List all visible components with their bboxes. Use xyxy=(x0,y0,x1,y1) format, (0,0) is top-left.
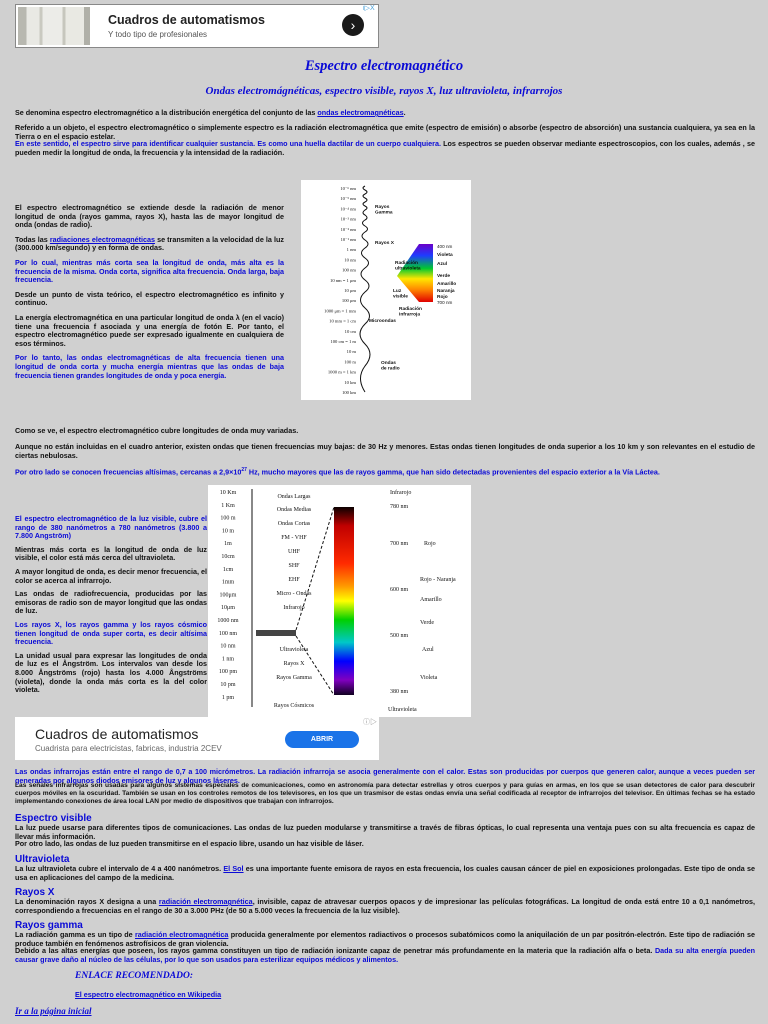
gamma-c: Debido a las altas energías que poseen, los rayos gamma constituyen un tipo de radiación ionizante capaz de penetrar más profundamente en la materia que la radiación alfa o beta. xyxy=(15,946,653,955)
intro-text: Se denomina espectro electromagnético a la distribución energética del conjunto de las xyxy=(15,108,318,117)
scale-tick-label: 1cm xyxy=(222,566,234,573)
band-label: Rayos Cósmicos xyxy=(273,703,315,709)
scale-tick-label: 100 km xyxy=(342,390,356,395)
band-label: ultravioleta xyxy=(395,266,421,272)
band-label: Infrarojo xyxy=(283,605,305,611)
uv-b: es una importante fuente emisora de rayos en esta frecuencia, los cuales causan cáncer de piel en exposiciones prolongadas. Este tipo de onda se usa en aplicaciones del campo de la medicina. xyxy=(15,864,755,882)
visible-color-label: Naranja xyxy=(437,289,455,294)
s1-p3: Por lo cual, mientras más corta sea la longitud de onda, más alta es la frecuencia de la misma. Onda corta, significa alta frecuencia. Onda larga, baja frecuencia. xyxy=(15,257,284,285)
band-label: Ondas Cortas xyxy=(277,521,311,527)
band-label: Rayos xyxy=(375,205,390,210)
heading-ultravioleta: Ultravioleta xyxy=(15,854,70,865)
band-label: Gamma xyxy=(375,210,393,216)
s2-p3 xyxy=(15,466,755,477)
band-label: visible xyxy=(393,294,408,300)
visible-p1: La luz puede usarse para diferentes tipos de comunicaciones. Las ondas de luz pueden modularse y transmitirse a través de fibras ópticas, lo cual representa una ventaja pues con su alta frecuencia es capaz de llevar más información. xyxy=(15,823,755,841)
band-label: Micro - Ondas xyxy=(276,591,312,597)
mid-ad-subtitle: Cuadrista para electricistas, fabricas, industria 2CEV xyxy=(35,744,222,753)
link-radiacion-x[interactable]: radiación electromagnética xyxy=(158,897,253,906)
ad-choices-icon[interactable]: i▷X xyxy=(363,5,375,12)
s2-p2: Aunque no están incluidas en el cuadro anterior, existen ondas que tienen frecuencias muy bajas: de 30 Hz y menores. Estas ondas tienen longitudes de onda superior a los 10 km y son relevantes en el estudio de ciertas nebulosas. xyxy=(15,442,755,460)
band-label: de radio xyxy=(381,366,400,372)
scale-tick-label: 1 nm xyxy=(346,247,356,253)
s4-p1: Las ondas infrarrojas están entre el rango de 0,7 a 100 micrómetros. La radiación infrarroja se asocia generalmente con el calor. Estas son producidas por cuerpos que generen calor, aunque a veces pueden ser generadas por algunos diodos emisores de luz y algunos láseres. xyxy=(15,767,755,785)
scale-tick-label: 10⁻² nm xyxy=(340,226,356,232)
ad-subtitle: Y todo tipo de profesionales xyxy=(108,30,208,39)
page-title: Espectro electromagnético xyxy=(304,58,464,74)
gamma-d: Dada su alta energía pueden causar grave daño al núcleo de las células, por lo que son usados para esterilizar equipos médicos y alimentos. xyxy=(15,946,755,964)
page-subtitle: Ondas electromágnéticas, espectro visible, rayos X, luz ultravioleta, infrarrojos xyxy=(205,85,563,97)
scale-tick-label: 1mm xyxy=(221,579,235,586)
scale-tick-label: 100 m xyxy=(220,515,236,522)
s4-p2: Las señales infrarrojas son usadas para algunos sistemas especiales de comunicaciones, como en astronomía para detectar estrellas y otros cuerpos y para guías en armas, en los que se usan detectores de calor para descubrir cuerpos móviles en la oscuridad. También se usan en los controles remotos de los televisores, en los que un trasmisor de estas ondas envía una señal codificada al receptor de infrarrojos del televisor. En últimas fechas se ha estado implementando conexiones de área local LAN por medio de dispositivos que trabajan con infrarrojos. xyxy=(15,782,755,805)
band-label: Ondas xyxy=(381,361,396,366)
xray-a: La denominación rayos X designa a una xyxy=(15,897,159,906)
scale-tick-label: 100 nm xyxy=(218,630,238,637)
visible-p2: Por otro lado, las ondas de luz pueden transmitirse en el espacio libre, usando un haz visible de láser. xyxy=(15,839,364,848)
intro-paragraph-3 xyxy=(15,140,755,157)
band-label: Rayos Gamma xyxy=(276,675,312,681)
s3-p6: La unidad usual para expresar las longitudes de onda de luz es el Ångström. Los intervalos van desde los 8.000 Ångströms (rojo) hasta los 4.000 Ångströms (violeta), donde la onda más corta es la del color violeta. xyxy=(15,650,207,695)
scale-tick-label: 10 μm xyxy=(344,288,356,293)
s2-p1: Como se ve, el espectro electromagnético cubre longitudes de onda muy variadas. xyxy=(15,426,299,435)
spectrum-diagram-2 xyxy=(208,485,471,717)
scale-tick-label: 100 m xyxy=(344,359,356,365)
band-label: UHF xyxy=(287,549,301,555)
scale-tick-label: 1000 μm = 1 mm xyxy=(324,308,356,314)
scale-tick-label: 10⁻³ nm xyxy=(340,216,356,222)
scale-tick-label: 10 m xyxy=(346,349,356,355)
visible-spectrum-bar xyxy=(334,507,354,695)
wavelength-label: Rojo - Naranja xyxy=(420,577,456,583)
mid-ad-open-button[interactable]: ABRIR xyxy=(285,731,359,748)
scale-tick-label: 10 nm xyxy=(220,643,236,650)
ad-arrow-button[interactable]: › xyxy=(342,14,364,36)
visible-color-label: Rojo xyxy=(437,295,448,300)
ad-title[interactable]: Cuadros de automatismos xyxy=(108,13,265,27)
uv-p1 xyxy=(15,865,755,882)
wavelength-label: 780 nm xyxy=(390,504,409,510)
scale-tick-label: 10 mm = 1 cm xyxy=(329,318,356,324)
scale-tick-label: 10⁻⁶ nm xyxy=(340,186,356,191)
s3-p5: Los rayos X, los rayos gamma y los rayos cósmico tienen longitud de onda super corta, es decir altísima frecuencia. xyxy=(15,619,207,647)
band-label: Microondas xyxy=(369,319,396,324)
wave-line xyxy=(360,186,370,392)
scale-tick-label: 10μm xyxy=(221,605,235,612)
scale-tick-label: 10 nm xyxy=(344,257,356,263)
scale-tick-label: 10⁻⁵ nm xyxy=(340,196,356,202)
visible-color-label: Verde xyxy=(437,274,451,279)
scale-tick-label: 10 km xyxy=(344,379,356,385)
scale-tick-label: 100 pm xyxy=(218,669,238,676)
wavelength-label: 380 nm xyxy=(390,689,409,695)
band-label: Rayos X xyxy=(283,661,305,667)
band-label: Ondas Largas xyxy=(277,494,311,500)
mid-ad-title[interactable]: Cuadros de automatismos xyxy=(35,726,199,742)
band-label: Radiación xyxy=(399,307,422,312)
band-label: Ondas Medias xyxy=(276,507,312,513)
s2-p3-sup: 27 xyxy=(241,467,247,473)
s3-p1: El espectro electromagnético de la luz visible, cubre el rango de 380 nanómetros a 780 nanómetros (3.800 a 7.800 Angström) xyxy=(15,514,207,541)
top-ad-banner[interactable] xyxy=(15,4,379,48)
link-ondas-electromagneticas[interactable]: ondas electromagnéticas xyxy=(317,108,404,117)
s2-p3-b: Hz, mucho mayores que las de rayos gamma, que han sido detectadas provenientes del espacio exterior a la Vía Láctea. xyxy=(246,467,660,477)
heading-rayos-gamma: Rayos gamma xyxy=(15,920,83,931)
mid-ad-banner[interactable] xyxy=(15,717,379,760)
wavelength-label: Ultravioleta xyxy=(388,707,417,713)
wavelength-label: Infrarojo xyxy=(390,490,412,496)
wikipedia-link[interactable]: El espectro electromagnético en Wikipedia xyxy=(75,990,222,999)
scale-tick-label: 100 cm = 1 m xyxy=(330,339,356,344)
intro-text-end: . xyxy=(403,108,406,117)
visible-color-label: 400 nm xyxy=(437,244,453,249)
s1-p2-b: se transmiten a la velocidad de la luz (300.000 km/segundo) y en forma de ondas. xyxy=(15,234,284,253)
xray-b: , invisible, capaz de atravesar cuerpos opacos y de impresionar las películas fotográficas. La longitud de onda está entre 10 a 0,1 nanómetros, correspondiendo a frecuencias en el rango de 30 a 3.000 PHz (de 50 a 5.000 veces la frecuencia de la luz visible). xyxy=(15,897,756,915)
band-label: Radiación xyxy=(395,261,418,266)
band-label: Luz xyxy=(393,289,402,294)
s1-p2 xyxy=(15,236,284,253)
visible-color-label: 700 nm xyxy=(437,300,453,305)
s1-p6: Por lo tanto, las ondas electromagnéticas de alta frecuencia tienen una longitud de onda corta y mucha energía mientras que las ondas de baja frecuencia tienen grandes longitudes de onda y poca energía. xyxy=(15,353,284,380)
s3-p4: Las ondas de radiofrecuencia, producidas por las emisoras de radio son de mayor longitud que las ondas de luz. xyxy=(15,589,207,616)
link-el-sol[interactable]: El Sol xyxy=(223,864,244,873)
uv-a: La luz ultravioleta cubre el intervalo de 4 a 400 nanómetros. xyxy=(15,864,224,873)
scale-tick-label: 1 Km xyxy=(221,502,235,509)
gamma-b: producida generalmente por elementos radiactivos o procesos subatómicos como la aniquilación de un par positrón-electrón. Este tipo de radiación se produce también en fenómenos astrofísicos de gran violencia. xyxy=(15,930,755,948)
scale-tick-label: 10 nm = 1 μm xyxy=(330,277,356,283)
s1-p1: El espectro electromagnético se extiende desde la radiación de menor longitud de onda (rayos gamma, rayos X), hasta las de mayor longitud de onda (ondas de radio). xyxy=(15,203,284,230)
s3-p2: Mientras más corta es la longitud de onda de luz visible, el color está más cerca del ultravioleta. xyxy=(15,544,207,563)
heading-visible: Espectro visible xyxy=(15,813,92,824)
spectrum-diagram-1 xyxy=(301,180,471,400)
intro-rest: Los espectros se pueden observar mediante espectroscopios, con los cuales, además , se pueden medir la longitud de onda, la frecuencia y la intensidad de la radiación. xyxy=(15,139,755,157)
scale-tick-label: 100 μm xyxy=(341,298,356,304)
scale-tick-label: 10⁻⁴ nm xyxy=(340,206,356,212)
wavelength-label: 600 nm xyxy=(390,587,409,593)
scale-tick-label: 100 nm xyxy=(342,267,356,273)
home-link[interactable]: Ir a la página inicial xyxy=(15,1006,92,1016)
link-radiaciones[interactable]: radiaciones electromagnéticas xyxy=(49,234,155,244)
xray-p1 xyxy=(15,898,755,915)
s1-p5: La energía electromagnética en una particular longitud de onda λ (en el vacío) tiene una frecuencia f asociada y una energía de fotón E. Por tanto, el espectro electromagnético puede ser expresado igualmente en cualquiera de esos términos. xyxy=(15,312,284,348)
visible-color-label: Violeta xyxy=(437,253,453,258)
scale-tick-label: 1m xyxy=(224,541,232,548)
wavelength-label: 500 nm xyxy=(390,633,409,639)
s2-p3-a: Por otro lado se conocen frecuencias altísimas, cercanas a 2,9×10 xyxy=(15,467,242,477)
scale-tick-label: 1000 nm xyxy=(217,618,239,624)
scale-tick-label: 1000 m = 1 km xyxy=(327,369,356,375)
s1-p2-a: Todas las xyxy=(15,234,50,244)
intro-paragraph-2: Referido a un objeto, el espectro electromagnético o simplemente espectro es la radiación electromagnética que emite (espectro de emisión) o absorbe (espectro de absorción) una sustancia cualquiera, ya sea en la Tierra o en el espacio estelar. xyxy=(15,123,755,141)
visible-bar xyxy=(419,244,433,302)
scale-tick-label: 10 pm xyxy=(220,682,236,688)
dark-band xyxy=(256,630,296,636)
band-label: Ultravioleta xyxy=(279,647,309,653)
heading-rayos-x: Rayos X xyxy=(15,887,55,898)
wavelength-label: Amarillo xyxy=(420,597,442,603)
intro-paragraph-1 xyxy=(15,109,755,118)
scale-tick-label: 10 cm xyxy=(344,328,356,334)
band-label: EHF xyxy=(288,577,300,583)
band-label: SHF xyxy=(288,563,300,569)
recommended-heading: ENLACE RECOMENDADO: xyxy=(75,971,193,981)
wavelength-label: Violeta xyxy=(420,675,438,681)
scale-tick-label: 1 nm xyxy=(221,656,235,663)
band-label: FM - VHF xyxy=(281,535,307,541)
intro-highlight: En este sentido, el espectro sirve para identificar cualquier sustancia. Es como una huella dactilar de un cuerpo cualquiera. xyxy=(15,139,441,148)
band-label: infrarroja xyxy=(399,312,421,318)
scale-tick-label: 1 pm xyxy=(221,694,235,701)
link-radiacion-gamma[interactable]: radiación electromagnética xyxy=(135,930,229,939)
scale-tick-label: 100μm xyxy=(219,592,237,599)
mid-ad-choices-icon[interactable]: ⓘ▷ xyxy=(363,719,377,726)
scale-tick-label: 10 Km xyxy=(219,490,237,496)
spectrum-figure-1 xyxy=(301,180,471,400)
gamma-a: La radiación gamma es un tipo de xyxy=(15,930,135,939)
scale-tick-label: 10⁻¹ nm xyxy=(340,237,356,242)
spectrum-figure-2 xyxy=(208,485,471,717)
band-label: Rayos X xyxy=(375,241,394,246)
scale-tick-label: 10 m xyxy=(221,528,235,535)
ad-thumbnail xyxy=(18,7,90,45)
visible-color-label: Azul xyxy=(437,262,448,267)
s1-p4: Desde un punto de vista teórico, el espectro electromagnético es infinito y continuo. xyxy=(15,289,284,308)
gamma-p2 xyxy=(15,947,755,964)
scale-tick-label: 10cm xyxy=(221,554,235,560)
visible-color-label: Amarillo xyxy=(437,282,457,287)
section-3-text xyxy=(15,515,207,695)
wavelength-label: Verde xyxy=(420,620,434,626)
section-1-text xyxy=(15,204,284,380)
wavelength-label: 700 nm xyxy=(390,541,409,547)
wavelength-label: Azul xyxy=(422,647,434,653)
s3-p3: A mayor longitud de onda, es decir menor frecuencia, el color se acerca al infrarrojo. xyxy=(15,566,207,585)
wavelength-label: Rojo xyxy=(424,541,436,547)
